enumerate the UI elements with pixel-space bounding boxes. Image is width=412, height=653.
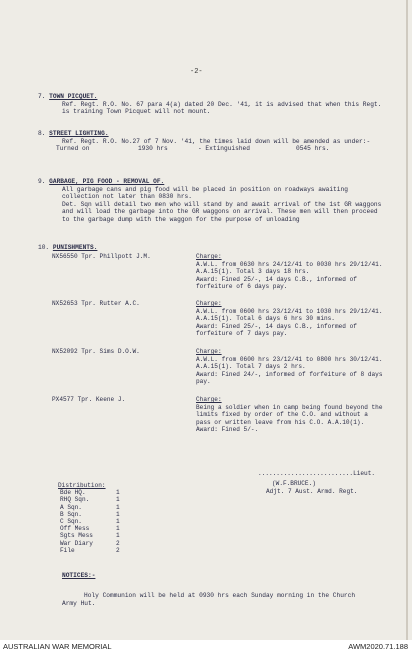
item-text: Ref. Regt. R.O. No.27 of 7 Nov. '41, the times laid down will be amended as under:-: [62, 137, 371, 145]
distribution-row: [60, 504, 120, 511]
footer-institution: AUSTRALIAN WAR MEMORIAL: [3, 642, 112, 651]
punishment-soldier: PX4577 Tpr. Keene J.: [52, 396, 126, 403]
charge-text: A.W.L. from 0630 hrs 24/12/41 to 0030 hrs 29/12/41. A.A.15(1). Total 3 days 18 hrs.: [196, 260, 383, 276]
award-text: Award: Fined 25/-, 14 days C.B., informed of forfeiture of 7 days pay.: [196, 322, 357, 338]
item-heading: STREET LIGHTING.: [49, 130, 109, 137]
item-heading: TOWN PICQUET.: [49, 93, 98, 100]
award-text: Award: Fined 24/-, informed of forfeiture of 8 days pay.: [196, 370, 383, 386]
distribution-count: 2: [116, 546, 120, 554]
lighting-times: [38, 145, 388, 153]
distribution-count: 1: [116, 525, 120, 533]
charge-text: A.W.L. from 0600 hrs 23/12/41 to 0800 hrs 30/12/41. A.A.15(1). Total 7 days 2 hrs.: [196, 355, 383, 371]
charge-label: Charge:: [196, 348, 222, 355]
distribution-row: [60, 525, 120, 532]
distribution-table: [60, 489, 120, 554]
footer-accession-number: AWM2020.71.188: [348, 642, 408, 651]
distribution-count: 1: [116, 518, 120, 526]
item-punishments: [38, 244, 388, 252]
extinguished-time: 0545 hrs.: [296, 145, 330, 153]
distribution-count: 1: [116, 496, 120, 504]
turned-on-label: Turned on: [56, 145, 90, 153]
item-heading: PUNISHMENTS.: [52, 244, 98, 251]
item-text: Ref. Regt. R.O. No. 67 para 4(a) dated 20 Dec. '41, it is advised that when this Regt. is training Town Picquet will not mount.: [62, 100, 382, 116]
item-town-picquet: [38, 93, 388, 116]
punishment-soldier: NX52653 Tpr. Rutter A.C.: [52, 300, 140, 307]
distribution-row: [60, 518, 120, 525]
item-text-1: All garbage cans and pig food will be placed in position on roadways awaiting collection not later than 0830 hrs.: [62, 185, 348, 201]
award-text: Award: Fined 5/-.: [196, 426, 259, 434]
item-heading: GARBAGE, PIG FOOD - REMOVAL OF.: [49, 178, 165, 185]
punishment-soldier: NX56550 Tpr. Phillpott J.M.: [52, 253, 151, 260]
notices-heading: NOTICES:-: [62, 572, 96, 579]
charge-label: Charge:: [196, 396, 222, 403]
distribution-count: 1: [116, 510, 120, 518]
distribution-row: [60, 532, 120, 539]
distribution-count: 1: [116, 532, 120, 540]
distribution-recipient: RHQ Sqn.: [60, 496, 90, 504]
distribution-row: [60, 496, 120, 503]
punishment-details: [196, 396, 386, 434]
distribution-count: 2: [116, 539, 120, 547]
distribution-recipient: File: [60, 546, 75, 554]
charge-text: Being a soldier when in camp being found beyond the limits fixed by order of the C.O. and without a pass or written leave from his C.O. A.A.10(1).: [196, 403, 383, 426]
signature-line: ..........................Lieut.: [258, 470, 376, 477]
distribution-row: [60, 547, 120, 554]
distribution-count: 1: [116, 489, 120, 497]
item-number: 9.: [38, 178, 46, 185]
item-street-lighting: [38, 130, 388, 153]
item-text-2: Det. Sqn will detail two men who will stand by and await arrival of the 1st GR waggons and will load the garbage into the GR waggons on arrival. These men will then proceed to the garbage dump with the waggon for the purpose of unloading: [62, 200, 382, 223]
punishment-details: [196, 300, 386, 338]
distribution-list: [60, 482, 120, 554]
distribution-recipient: Sgts Mess: [60, 532, 93, 540]
distribution-count: 1: [116, 503, 120, 511]
item-garbage: [38, 178, 388, 224]
distribution-row: [60, 511, 120, 518]
extinguished-label: - Extinguished: [198, 145, 250, 153]
distribution-recipient: A Sqn.: [60, 503, 82, 511]
charge-text: A.W.L. from 0600 hrs 23/12/41 to 1030 hrs 29/12/41. A.A.15(1). Total 6 days 6 hrs 30 mins.: [196, 307, 383, 323]
archive-footer: [0, 640, 412, 653]
signature-title: Adjt. 7 Aust. Armd. Regt.: [266, 488, 358, 495]
punishment-details: [196, 253, 386, 291]
item-number: 10.: [38, 244, 50, 251]
turned-on-time: 1930 hrs: [138, 145, 168, 153]
distribution-recipient: B Sqn.: [60, 510, 82, 518]
notices-text: Holy Communion will be held at 0930 hrs each Sunday morning in the Church Army Hut.: [62, 592, 356, 607]
page-edge: [406, 0, 408, 640]
distribution-recipient: Bde HQ.: [60, 489, 86, 497]
distribution-recipient: C Sqn.: [60, 518, 82, 526]
signature-name: (W.F.BRUCE.): [272, 480, 316, 487]
page-number: -2-: [190, 68, 203, 76]
charge-label: Charge:: [196, 253, 222, 260]
distribution-row: [60, 489, 120, 496]
charge-label: Charge:: [196, 300, 222, 307]
distribution-recipient: War Diary: [60, 539, 93, 547]
distribution-recipient: Off Mess: [60, 525, 90, 533]
distribution-row: [60, 540, 120, 547]
item-number: 8.: [38, 130, 46, 137]
punishment-details: [196, 348, 386, 386]
punishment-soldier: NX52092 Tpr. Sims D.O.W.: [52, 348, 140, 355]
award-text: Award: Fined 25/-, 14 days C.B., informed of forfeiture of 6 days pay.: [196, 275, 357, 291]
item-number: 7.: [38, 93, 46, 100]
distribution-heading: Distribution:: [58, 482, 106, 489]
